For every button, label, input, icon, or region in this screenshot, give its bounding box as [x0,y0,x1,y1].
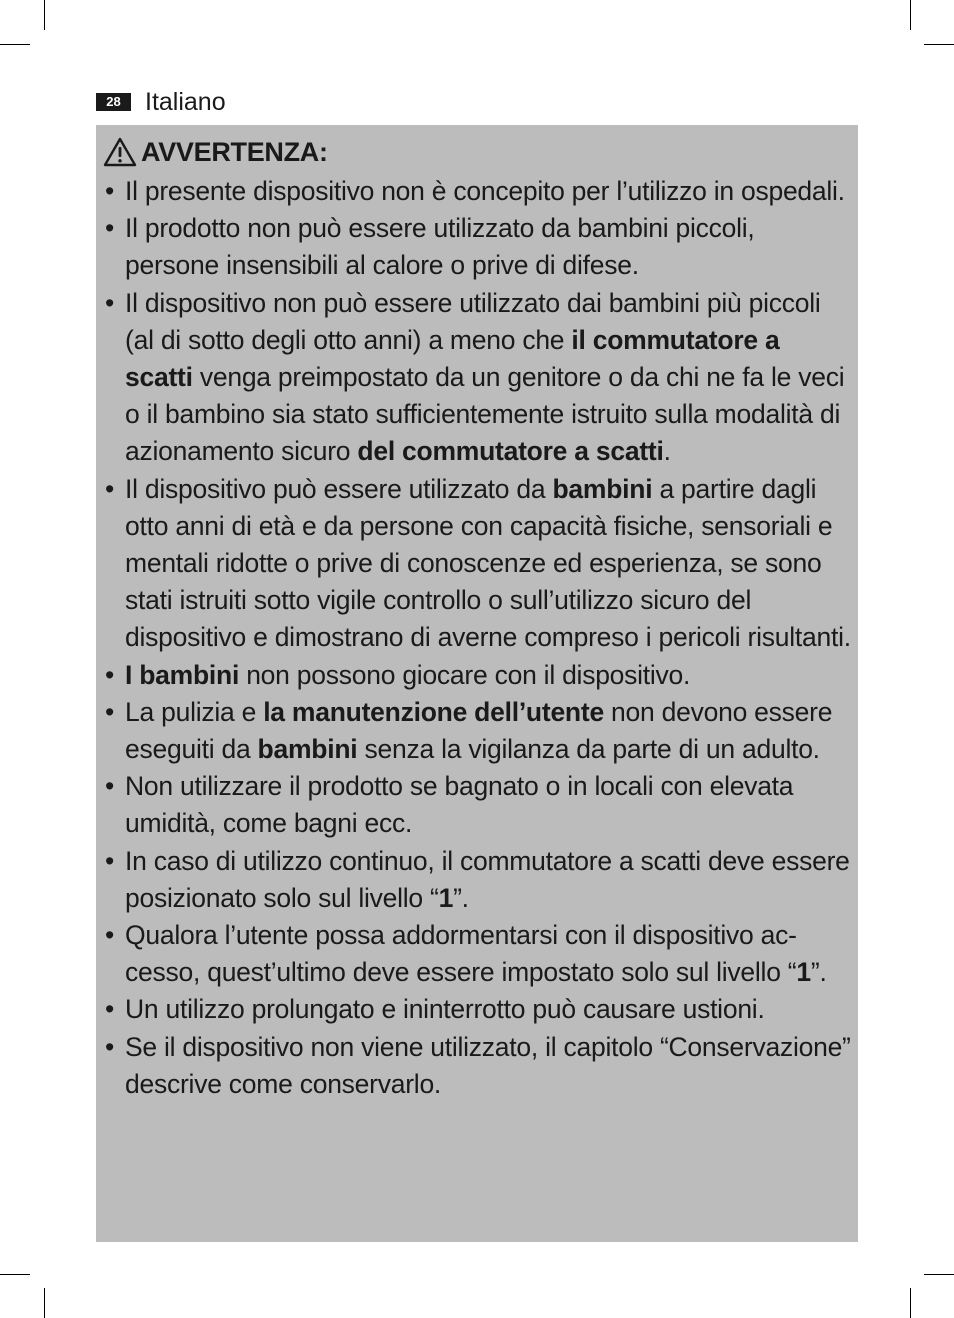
warning-list-item [102,917,852,991]
bold-text: il commutatore a scatti [125,324,780,393]
warning-list-item [102,285,852,471]
warning-box [96,125,858,1242]
bold-text: I bambini [125,659,240,690]
language-label: Italiano [145,87,226,116]
text: ”. [453,882,469,913]
warning-list-item [102,843,852,917]
warning-list [102,173,852,1103]
text: Un utilizzo prolungato e ininterrotto può causare ustioni. [125,994,765,1025]
bold-text: bambini [257,734,358,765]
crop-mark [910,0,911,30]
text: non devono essere eseguiti da [125,696,833,765]
crop-mark [924,1274,954,1275]
text: Il presente dispositivo non è concepito per l’utilizzo in ospedali. [125,176,845,206]
warning-list-item [102,991,852,1028]
crop-mark [910,1288,911,1318]
text: venga preimpostato da un genitore o da chi ne fa le veci o il bambino sia stato sufficientemente istruito sulla modalità di azionamento sicuro [125,362,845,467]
warning-list-item [102,471,852,657]
warning-list-item [102,694,852,768]
text: . [663,436,671,467]
text: Qualora l’utente possa addormentarsi con il dispositivo accesso, quest’ultimo deve essere impostato solo sul livello “ [125,920,797,988]
warning-triangle-icon [103,137,137,167]
warning-list-item [102,173,852,210]
warning-list-item [102,210,852,284]
text: In caso di utilizzo continuo, il commutatore a scatti deve essere posizionato solo sul livello “ [125,845,850,913]
warning-list-item [102,1029,852,1103]
crop-mark [44,1288,45,1318]
text: Il dispositivo può essere utilizzato da [125,473,553,504]
text: La pulizia e [125,696,264,727]
text: Il dispositivo non può essere utilizzato dai bambini più piccoli (al di sotto degli otto anni) a meno che [125,287,821,355]
bold-text: 1 [796,957,811,988]
crop-mark [0,1274,30,1275]
bold-text: del commutatore a scatti [357,436,664,467]
page-header [96,88,226,116]
text: Se il dispositivo non viene utilizzato, il capitolo “Conservazione” descrive come conservarlo. [125,1031,851,1099]
warning-title: AVVERTENZA: [141,136,328,167]
text: ”. [810,957,827,988]
crop-mark [44,0,45,30]
text: Non utilizzare il prodotto se bagnato o in locali con elevata umidità, come bagni ecc. [125,771,794,839]
text: senza la vigilanza da parte di un adulto. [357,734,820,765]
warning-heading [103,131,852,173]
text: Il prodotto non può essere utilizzato da bambini piccoli, persone insensibili al calore o prive di difese. [125,213,755,281]
bold-text: bambini [552,473,653,504]
warning-list-item [102,768,852,842]
crop-mark [0,44,30,45]
warning-list-item [102,657,852,694]
text: non possono giocare con il dispositivo. [239,659,691,690]
bold-text: la manutenzione dell’utente [263,696,604,727]
text: a partire dagli otto anni di età e da persone con capacità fisiche, sensoriali e mentali ridotte o prive di conoscenze ed esperienza, se sono stati istruiti sotto vigile controllo o sull’utilizzo sicuro del dispositivo e dimostrano di averne compreso i pericoli risultanti. [125,473,851,653]
page-number: 28 [96,93,131,111]
bold-text: 1 [438,882,454,913]
crop-mark [924,44,954,45]
